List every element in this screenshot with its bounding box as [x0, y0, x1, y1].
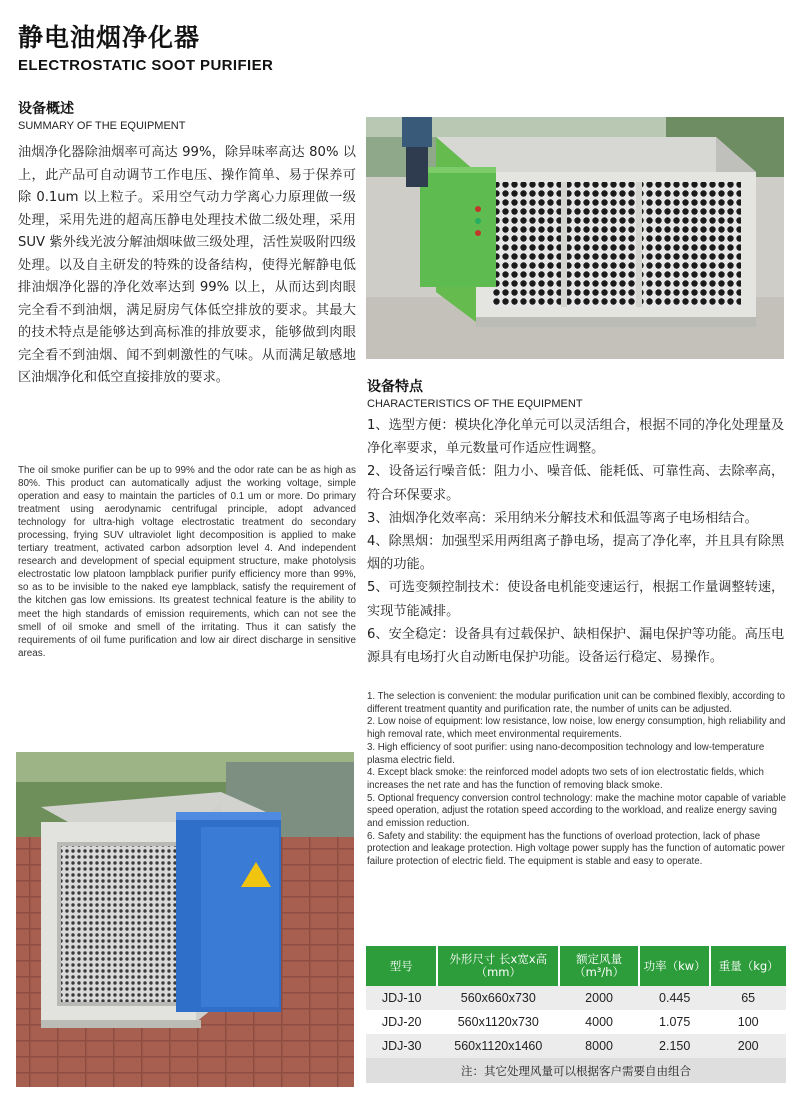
table-header-row [366, 946, 786, 986]
summary-text-cn: 油烟净化器除油烟率可高达 99%，除异味率高达 80% 以上，此产品可自动调节工作电压、操作简单、易于保养可除 0.1um 以上粒子。采用空气动力学离心力原理做一级处理，采用先进的超高压静电处理技术做二级处理，采用 SUV 紫外线光波分解油烟味做三级处理，活性炭吸附四级处理。以及自主研发的特殊的设备结构，使得光解静电低排油烟净化器的净化效率达到 99% 以上，从而达到肉眼完全看不到油烟，满足厨房气体低空排放的要求。其最大的技术特点是能够达到高标准的排放要求，能够做到肉眼完全看不到油烟、闻不到刺激性的气味。从而满足敏感地区油烟净化和低空直接排放的要求。 [18, 145, 356, 385]
page-title: 静电油烟净化器 [18, 23, 201, 52]
summary-heading-en: SUMMARY OF THE EQUIPMENT [18, 120, 186, 132]
cell-power: 1.075 [639, 1010, 710, 1034]
cell-airflow: 4000 [559, 1010, 639, 1034]
table-row [366, 986, 786, 1010]
cell-power: 0.445 [639, 986, 710, 1010]
cell-dimensions: 560x1120x1460 [437, 1034, 559, 1058]
feature-item-en: 6. Safety and stability: the equipment has the functions of overload protection, lack of phase protection and leakage protection. High voltage power supply has the function of automatic power failure protection of electric field. The equipment is stable and easy to operate. [367, 830, 785, 868]
characteristics-list-cn [367, 414, 791, 669]
summary-text-en: The oil smoke purifier can be up to 99% and the odor rate can be as high as 80%. This product can automatically adjust the working voltage, simple operation and easy to maintain the particles of 0.1 um or more. Do primary treatment using aerodynamic centrifugal principle, adopt advanced technology for ultra-high voltage electrostatic treatment do secondary processing, frying SUV ultraviolet light decomposition is applied to make tertiary treatment, activated carbon adsorption level 4. And independent research and development of special equipment structure, make photolysis electrostatic low platoon lampblack purifier purify efficiency more than 99%, so as to be invisible to the naked eye lampblack, satisfy the requirement of the kitchen gas low emissions. Its greatest technical feature is the ability to meet the high standards of emission requirements, which can not see the smell of oil smoke and smell of the irritating. Thus it can satisfy the requirements of oil fume purification and low air direct discharge in sensitive areas. [18, 465, 356, 659]
table-note-row [366, 1058, 786, 1083]
page-subtitle: ELECTROSTATIC SOOT PURIFIER [18, 57, 274, 74]
table-row [366, 1034, 786, 1058]
spec-table [366, 946, 786, 1083]
feature-item-en: 3. High efficiency of soot purifier: using nano-decomposition technology and low-temperature plasma electric field. [367, 741, 765, 766]
feature-item: 4、除黑烟：加强型采用两组离子静电场，提高了净化率，并且具有除黑烟的功能。 [367, 534, 785, 573]
cell-weight: 65 [710, 986, 786, 1010]
cell-dimensions: 560x660x730 [437, 986, 559, 1010]
feature-item-en: 5. Optional frequency conversion control technology: make the machine motor capable of variable speed operation, adjust the rotation speed according to the workload, and realize energy saving and emission reduction. [367, 792, 786, 830]
summary-heading [18, 98, 185, 132]
characteristics-heading-cn: 设备特点 [367, 379, 423, 395]
feature-item-en: 1. The selection is convenient: the modular purification unit can be combined flexibly, according to different treatment quantity and purification rate, the number of units can be adjusted. [367, 691, 786, 715]
characteristics-heading [367, 376, 583, 410]
cell-dimensions: 560x1120x730 [437, 1010, 559, 1034]
cell-weight: 100 [710, 1010, 786, 1034]
cell-model: JDJ-30 [366, 1034, 437, 1058]
feature-item: 5、可选变频控制技术：使设备电机能变速运行，根据工作量调整转速，实现节能减排。 [367, 580, 785, 619]
table-note: 注：其它处理风量可以根据客户需要自由组合 [366, 1058, 786, 1083]
cell-airflow: 8000 [559, 1034, 639, 1058]
feature-item-en: 2. Low noise of equipment: low resistance, low noise, low energy consumption, high reliability and high removal rate, which meet environmental requirements. [367, 716, 786, 741]
characteristics-heading-en: CHARACTERISTICS OF THE EQUIPMENT [367, 398, 583, 410]
feature-item-en: 4. Except black smoke: the reinforced model adopts two sets of ion electrostatic fields, which increases the net rate and has the function of removing black smoke. [367, 767, 764, 791]
header-model: 型号 [366, 946, 437, 986]
summary-heading-cn: 设备概述 [18, 101, 74, 117]
cell-power: 2.150 [639, 1034, 710, 1058]
table-row [366, 1010, 786, 1034]
cell-weight: 200 [710, 1034, 786, 1058]
header-airflow: 额定风量（m³/h） [559, 946, 639, 986]
feature-item: 1、选型方便：模块化净化单元可以灵活组合，根据不同的净化处理量及净化率要求，单元数量可作适应性调整。 [367, 418, 785, 457]
cell-model: JDJ-20 [366, 1010, 437, 1034]
feature-item: 6、安全稳定：设备具有过载保护、缺相保护、漏电保护等功能。高压电源具有电场打火自动断电保护功能。设备运行稳定、易操作。 [367, 626, 785, 666]
header-power: 功率（kw） [639, 946, 710, 986]
blue-purifier-photo [16, 752, 354, 1087]
feature-item: 3、油烟净化效率高：采用纳米分解技术和低温等离子电场相结合。 [367, 510, 758, 526]
feature-item: 2、设备运行噪音低：阻力小、噪音低、能耗低、可靠性高、去除率高，符合环保要求。 [367, 464, 785, 503]
green-purifier-photo [366, 117, 784, 359]
header-weight: 重量（kg） [710, 946, 786, 986]
characteristics-list-en [367, 691, 791, 869]
cell-model: JDJ-10 [366, 986, 437, 1010]
cell-airflow: 2000 [559, 986, 639, 1010]
header-dimensions: 外形尺寸 长x宽x高（mm） [437, 946, 559, 986]
